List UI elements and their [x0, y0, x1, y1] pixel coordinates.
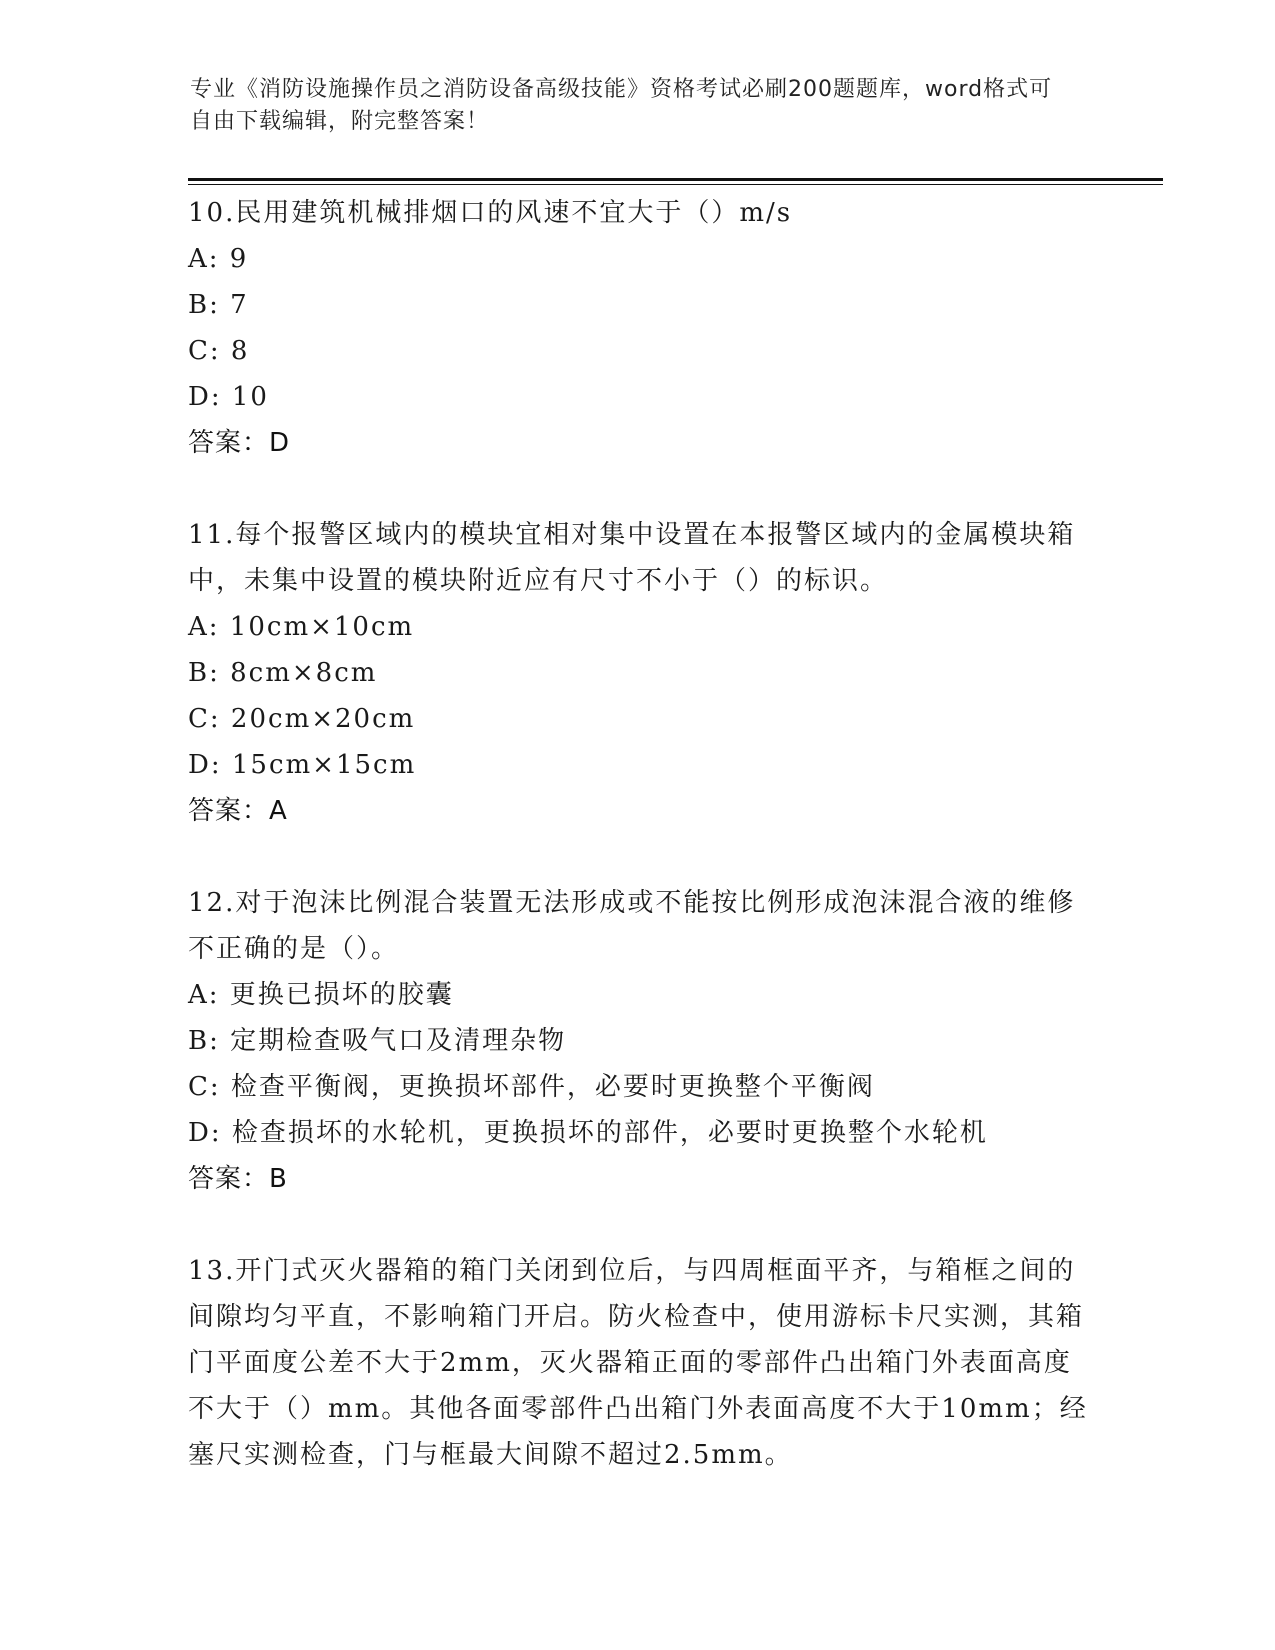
- option-b: B: 定期检查吸气口及清理杂物: [188, 1026, 567, 1056]
- question-10: [188, 190, 1088, 466]
- header-divider-thin: [188, 184, 1163, 185]
- answer-line: 答案：D: [188, 428, 291, 458]
- question-list: [188, 190, 1088, 1524]
- question-stem: 11.每个报警区域内的模块宜相对集中设置在本报警区域内的金属模块箱中，未集中设置的模块附近应有尺寸不小于（）的标识。: [188, 520, 1076, 596]
- question-stem: 12.对于泡沫比例混合装置无法形成或不能按比例形成泡沫混合液的维修不正确的是（）。: [188, 888, 1076, 964]
- question-stem: 10.民用建筑机械排烟口的风速不宜大于（）m/s: [188, 198, 793, 228]
- option-a: A: 10cm×10cm: [188, 612, 415, 642]
- option-d: D: 15cm×15cm: [188, 750, 417, 780]
- option-c: C: 检查平衡阀，更换损坏部件，必要时更换整个平衡阀: [188, 1072, 875, 1102]
- option-a: A: 更换已损坏的胶囊: [188, 980, 454, 1010]
- question-stem: 13.开门式灭火器箱的箱门关闭到位后，与四周框面平齐，与箱框之间的间隙均匀平直，不影响箱门开启。防火检查中，使用游标卡尺实测，其箱门平面度公差不大于2mm，灭火器箱正面的零部件凸出箱门外表面高度不大于（）mm。其他各面零部件凸出箱门外表面高度不大于10mm；经塞尺实测检查，门与框最大间隙不超过2.5mm。: [188, 1256, 1088, 1470]
- question-12: [188, 880, 1088, 1202]
- question-13: [188, 1248, 1088, 1478]
- header-divider-thick: [188, 178, 1163, 181]
- answer-line: 答案：A: [188, 796, 288, 826]
- answer-line: 答案：B: [188, 1164, 288, 1194]
- question-11: [188, 512, 1088, 834]
- document-header: 专业《消防设施操作员之消防设备高级技能》资格考试必刷200题题库，word格式可自由下载编辑，附完整答案！: [190, 77, 1053, 134]
- option-c: C: 20cm×20cm: [188, 704, 416, 734]
- option-b: B: 7: [188, 290, 249, 320]
- option-a: A: 9: [188, 244, 249, 274]
- option-d: D: 10: [188, 382, 269, 412]
- option-d: D: 检查损坏的水轮机，更换损坏的部件，必要时更换整个水轮机: [188, 1118, 988, 1148]
- option-c: C: 8: [188, 336, 250, 366]
- option-b: B: 8cm×8cm: [188, 658, 378, 688]
